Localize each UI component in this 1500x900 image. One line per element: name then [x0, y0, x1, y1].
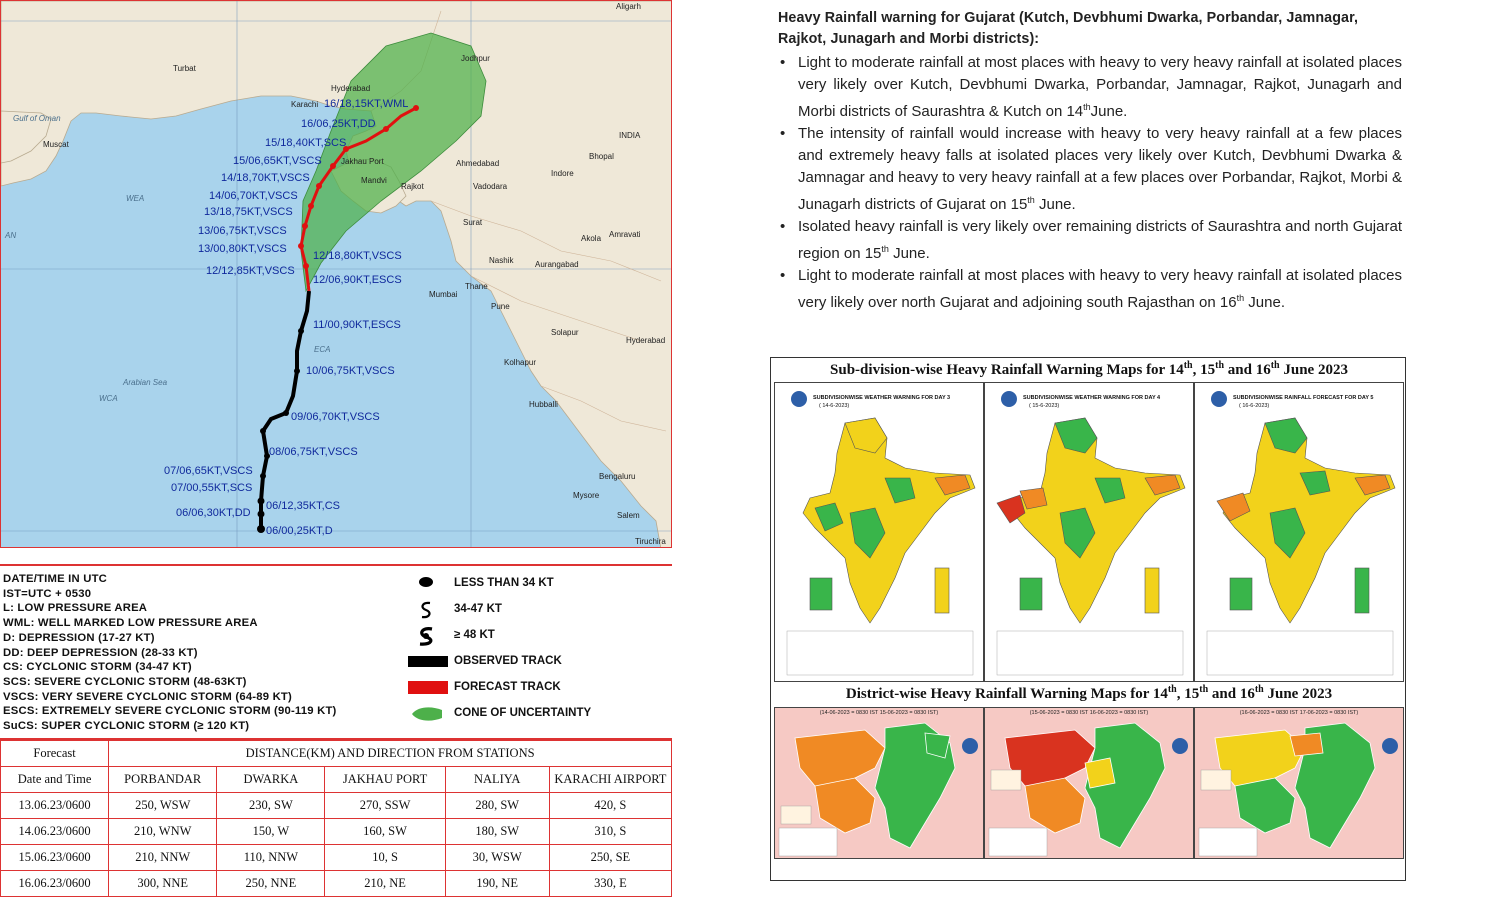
- bulletin-text: June.: [1090, 103, 1128, 120]
- submap-header: SUBDIVISIONWISE RAINFALL FORECAST FOR DAY 5: [1233, 395, 1374, 401]
- legend-key-label: FORECAST TRACK: [454, 681, 561, 693]
- legend-key-label: LESS THAN 34 KT: [454, 577, 554, 589]
- district-map-day3: [1194, 707, 1404, 859]
- district-map-day2: [984, 707, 1194, 859]
- place-label: Turbat: [173, 64, 196, 73]
- table-cell: 420, S: [549, 793, 671, 819]
- track-label: 07/06,65KT,VSCS: [164, 465, 253, 477]
- place-label: Ahmedabad: [456, 159, 500, 168]
- place-label: Salem: [617, 511, 640, 520]
- table-cell: 300, NNE: [109, 871, 217, 897]
- title-sup: th: [1215, 360, 1225, 371]
- track-label: 14/18,70KT,VSCS: [221, 172, 310, 184]
- track-map-svg: [1, 1, 672, 548]
- bulletin-text: Isolated heavy rainfall is very likely over remaining districts of Saurashtra and north Gujarat region on 15: [798, 218, 1402, 262]
- place-label: INDIA: [619, 131, 641, 140]
- place-label: Surat: [463, 218, 483, 227]
- imd-logo-icon: [1382, 738, 1398, 754]
- place-label: Karachi: [291, 100, 319, 109]
- bulletin-text: June.: [888, 245, 930, 262]
- bulletin-item: [778, 265, 1402, 314]
- imd-logo-icon: [1172, 738, 1188, 754]
- subdivision-map-day3: [774, 382, 984, 682]
- district-map-header: (16-06-2023 = 0830 IST 17-06-2023 = 0830 IST): [1239, 710, 1359, 716]
- track-label: 16/06,25KT,DD: [301, 118, 376, 130]
- legend-key-label: OBSERVED TRACK: [454, 655, 562, 667]
- title-sup: th: [1270, 360, 1280, 371]
- place-label: Jodhpur: [461, 54, 490, 63]
- place-label: Kolhapur: [504, 358, 537, 367]
- track-label: 07/00,55KT,SCS: [171, 482, 253, 494]
- table-header: DWARKA: [217, 767, 325, 793]
- table-cell: 210, NE: [325, 871, 445, 897]
- place-label: Arabian Sea: [123, 378, 168, 387]
- legend-key: [408, 704, 668, 728]
- bulletin-sup: th: [1083, 102, 1091, 112]
- title-sup: th: [1167, 684, 1177, 695]
- table-header: PORBANDAR: [109, 767, 217, 793]
- place-label: WEA: [126, 194, 145, 203]
- legend-key-label: CONE OF UNCERTAINTY: [454, 707, 592, 719]
- district-map-header: (14-06-2023 = 0830 IST 15-06-2023 = 0830 IST): [819, 710, 939, 716]
- track-label: 12/18,80KT,VSCS: [313, 250, 402, 262]
- title-text: June 2023: [1279, 362, 1348, 378]
- track-label: 15/18,40KT,SCS: [265, 137, 347, 149]
- title-text: June 2023: [1263, 686, 1333, 702]
- distance-table: [0, 740, 672, 897]
- track-label: 13/00,80KT,VSCS: [198, 243, 287, 255]
- place-label: Gulf of Oman: [13, 114, 61, 123]
- place-label: Hyderabad: [626, 336, 666, 345]
- title-text: District-wise Heavy Rainfall Warning Maps for 14: [845, 686, 1168, 702]
- place-label: Jakhau Port: [341, 157, 384, 166]
- table-cell: 16.06.23/0600: [1, 871, 109, 897]
- subdivision-maps-title: [771, 360, 1407, 379]
- submap-date: ( 16-6-2023): [1239, 403, 1270, 409]
- place-label: Tiruchira: [635, 537, 666, 546]
- title-text: , 15: [1176, 686, 1200, 702]
- gujarat-map-graphic: [985, 708, 1194, 859]
- legend-key: [408, 600, 668, 624]
- place-label: Amravati: [609, 230, 641, 239]
- track-label: 06/06,30KT,DD: [176, 507, 251, 519]
- place-label: Mumbai: [429, 290, 458, 299]
- abbr-item: ESCS: EXTREMELY SEVERE CYCLONIC STORM (90-119 KT): [3, 705, 337, 718]
- table-cell: 10, S: [325, 845, 445, 871]
- track-label: 14/06,70KT,VSCS: [209, 190, 298, 202]
- abbr-item: VSCS: VERY SEVERE CYCLONIC STORM (64-89 KT): [3, 690, 292, 703]
- submap-date: ( 15-6-2023): [1029, 403, 1060, 409]
- place-label: Mysore: [573, 491, 600, 500]
- legend-key: [408, 626, 668, 650]
- forecast-track-swatch: [408, 678, 448, 698]
- place-label: AN: [5, 231, 17, 240]
- track-label: 09/06,70KT,VSCS: [291, 411, 380, 423]
- table-cell: 250, SE: [549, 845, 671, 871]
- india-map-graphic: [985, 383, 1194, 682]
- legend-key-label: 34-47 KT: [454, 603, 502, 615]
- imd-logo-icon: [1001, 391, 1017, 407]
- title-text: Sub-division-wise Heavy Rainfall Warning Maps for 14: [830, 362, 1184, 378]
- table-cell: 150, W: [217, 819, 325, 845]
- bulletin-sup: th: [1236, 293, 1245, 303]
- table-cell: 230, SW: [217, 793, 325, 819]
- india-map-graphic: [1195, 383, 1404, 682]
- small-dot-icon: [408, 574, 448, 594]
- track-label: 12/06,90KT,ESCS: [313, 274, 402, 286]
- table-header: JAKHAU PORT: [325, 767, 445, 793]
- rainfall-bulletin: [778, 8, 1402, 314]
- bulletin-sup: th: [881, 244, 889, 254]
- title-text: , 15: [1192, 362, 1216, 378]
- table-cell: 250, WSW: [109, 793, 217, 819]
- abbreviation-list: [3, 572, 403, 734]
- place-label: Bengaluru: [599, 472, 636, 481]
- warning-maps-panel: [770, 357, 1406, 881]
- submap-date: ( 14-6-2023): [819, 403, 850, 409]
- abbr-item: SuCS: SUPER CYCLONIC STORM (≥ 120 KT): [3, 720, 250, 733]
- table-cell: 310, S: [549, 819, 671, 845]
- observed-track: [261, 291, 309, 529]
- subdivision-map-day4: [984, 382, 1194, 682]
- track-label: 12/12,85KT,VSCS: [206, 265, 295, 277]
- table-cell: 210, NNW: [109, 845, 217, 871]
- track-label: 13/18,75KT,VSCS: [204, 206, 293, 218]
- table-header: DISTANCE(KM) AND DIRECTION FROM STATIONS: [109, 741, 672, 767]
- table-header: Date and Time: [1, 767, 109, 793]
- gujarat-map-graphic: [1195, 708, 1404, 859]
- imd-logo-icon: [962, 738, 978, 754]
- bulletin-title: Heavy Rainfall warning for Gujarat (Kutch, Devbhumi Dwarka, Porbandar, Jamnagar, Rajkot, Junagarh and Morbi districts):: [778, 10, 1359, 47]
- abbr-item: L: LOW PRESSURE AREA: [3, 602, 148, 615]
- table-header: NALIYA: [445, 767, 549, 793]
- bulletin-text: The intensity of rainfall would increase with heavy to very heavy rainfall at a few places and extremely heavy falls at isolated places very likely over Kutch, Devbhumi Dwarka & Jamnagar and heavy to very heavy rainfall at a few places over Porbandar, Rajkot, Morbi & Junagarh districts of Gujarat on 15: [798, 125, 1402, 213]
- place-label: Indore: [551, 169, 574, 178]
- place-label: Thane: [465, 282, 488, 291]
- abbr-item: CS: CYCLONIC STORM (34-47 KT): [3, 661, 192, 674]
- abbr-item: IST=UTC + 0530: [3, 587, 92, 600]
- legend-key: [408, 574, 668, 598]
- table-cell: 210, WNW: [109, 819, 217, 845]
- place-label: Muscat: [43, 140, 69, 149]
- bulletin-sup: th: [1027, 195, 1035, 205]
- district-maps-title: [771, 684, 1407, 703]
- table-cell: 13.06.23/0600: [1, 793, 109, 819]
- place-label: Aligarh: [616, 2, 641, 11]
- abbr-item: SCS: SEVERE CYCLONIC STORM (48-63KT): [3, 675, 247, 688]
- table-header: Forecast: [1, 741, 109, 767]
- abbr-item: DD: DEEP DEPRESSION (28-33 KT): [3, 646, 198, 659]
- subdivision-map-day5: [1194, 382, 1404, 682]
- title-sup: th: [1254, 684, 1264, 695]
- table-row: [1, 819, 672, 845]
- cyclone-filled-icon: [408, 626, 448, 646]
- india-map-graphic: [775, 383, 984, 682]
- table-cell: 160, SW: [325, 819, 445, 845]
- table-cell: 110, NNW: [217, 845, 325, 871]
- cyclone-track-panel: [0, 0, 672, 900]
- bulletin-item: [778, 216, 1402, 265]
- table-cell: 180, SW: [445, 819, 549, 845]
- track-label: 11/00,90KT,ESCS: [313, 319, 401, 331]
- cone-icon: [408, 704, 448, 724]
- place-label: WCA: [99, 394, 118, 403]
- observed-track-swatch: [408, 652, 448, 672]
- place-label: Hyderabad: [331, 84, 371, 93]
- legend-key-label: ≥ 48 KT: [454, 629, 495, 641]
- abbr-item: DATE/TIME IN UTC: [3, 573, 108, 585]
- cyclone-track-map: [0, 0, 672, 548]
- submap-header: SUBDIVISIONWISE WEATHER WARNING FOR DAY 4: [1023, 395, 1161, 401]
- district-map-header: (15-06-2023 = 0830 IST 16-06-2023 = 0830 IST): [1029, 710, 1149, 716]
- place-label: Nashik: [489, 256, 514, 265]
- place-label: Akola: [581, 234, 602, 243]
- track-label: 06/00,25KT,D: [266, 525, 333, 537]
- submap-header: SUBDIVISIONWISE WEATHER WARNING FOR DAY 3: [813, 395, 951, 401]
- table-cell: 14.06.23/0600: [1, 819, 109, 845]
- imd-logo-icon: [1211, 391, 1227, 407]
- bulletin-text: June.: [1034, 196, 1076, 213]
- table-cell: 330, E: [549, 871, 671, 897]
- place-label: Solapur: [551, 328, 579, 337]
- table-cell: 250, NNE: [217, 871, 325, 897]
- bulletin-text: Light to moderate rainfall at most places with heavy to very heavy rainfall at isolated places very likely over Kutch, Devbhumi Dwarka, Porbandar, Jamnagar, Rajkot, Junagarh and Morbi districts of Saurashtra & Kutch on 14: [798, 54, 1402, 120]
- place-label: Pune: [491, 302, 510, 311]
- place-label: ECA: [314, 345, 331, 354]
- track-label: 13/06,75KT,VSCS: [198, 225, 287, 237]
- track-label: 10/06,75KT,VSCS: [306, 365, 395, 377]
- table-row: [1, 845, 672, 871]
- table-cell: 270, SSW: [325, 793, 445, 819]
- bulletin-item: [778, 123, 1402, 216]
- place-label: Aurangabad: [535, 260, 579, 269]
- imd-logo-icon: [791, 391, 807, 407]
- table-cell: 190, NE: [445, 871, 549, 897]
- abbr-item: WML: WELL MARKED LOW PRESSURE AREA: [3, 617, 258, 630]
- table-header: KARACHI AIRPORT: [549, 767, 671, 793]
- place-label: Vadodara: [473, 182, 508, 191]
- legend-key: [408, 652, 668, 676]
- place-label: Mandvi: [361, 176, 387, 185]
- place-label: Bhopal: [589, 152, 614, 161]
- bulletin-item: [778, 52, 1402, 123]
- place-label: Hubballi: [529, 400, 558, 409]
- table-row: [1, 793, 672, 819]
- district-map-day1: [774, 707, 984, 859]
- place-label: Rajkot: [401, 182, 424, 191]
- track-label: 15/06,65KT,VSCS: [233, 155, 322, 167]
- table-cell: 15.06.23/0600: [1, 845, 109, 871]
- table-row: [1, 871, 672, 897]
- cyclone-open-icon: [408, 600, 448, 620]
- abbr-item: D: DEPRESSION (17-27 KT): [3, 631, 155, 644]
- track-label: 08/06,75KT,VSCS: [269, 446, 358, 458]
- title-text: and 16: [1208, 686, 1255, 702]
- bulletin-list: [778, 52, 1402, 314]
- title-text: and 16: [1224, 362, 1271, 378]
- track-label: 06/12,35KT,CS: [266, 500, 340, 512]
- title-sup: th: [1183, 360, 1193, 371]
- bulletin-text: June.: [1244, 294, 1285, 311]
- table-cell: 280, SW: [445, 793, 549, 819]
- track-label: 16/18,15KT,WML: [324, 98, 409, 110]
- gujarat-map-graphic: [775, 708, 984, 859]
- table-cell: 30, WSW: [445, 845, 549, 871]
- map-legend: [0, 564, 672, 740]
- bulletin-text: Light to moderate rainfall at most places with heavy to very heavy rainfall at isolated places very likely over north Gujarat and adjoining south Rajasthan on 16: [798, 267, 1402, 311]
- legend-key: [408, 678, 668, 702]
- title-sup: th: [1199, 684, 1209, 695]
